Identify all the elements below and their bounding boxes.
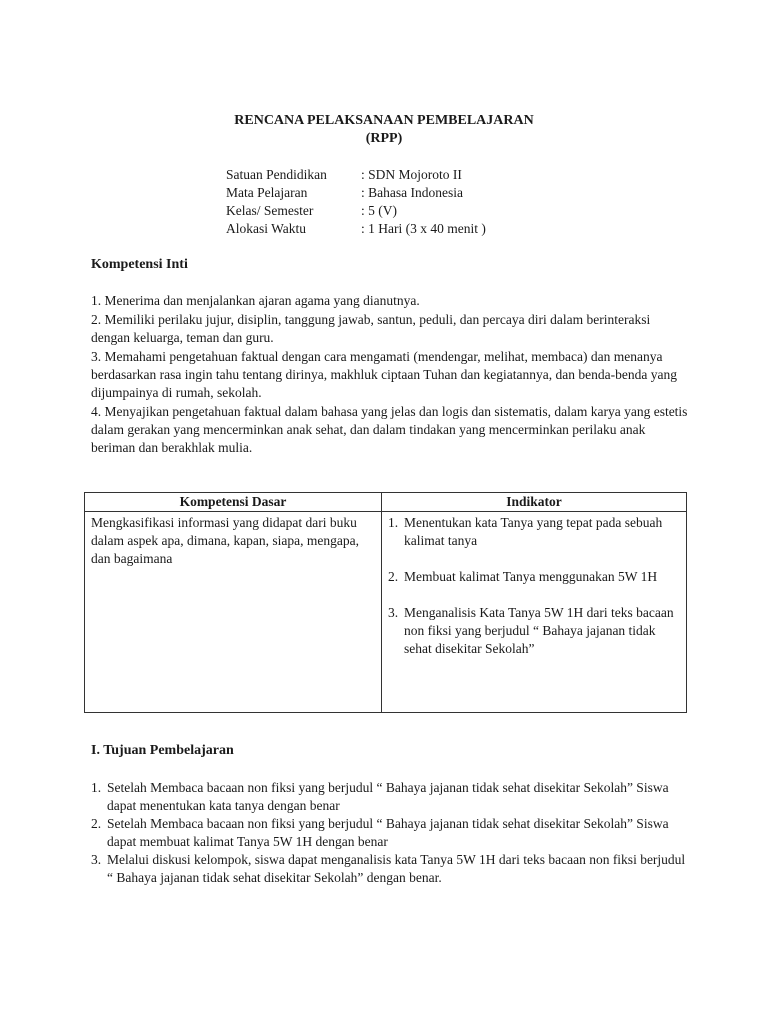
- list-item: 3. Memahami pengetahuan faktual dengan cara mengamati (mendengar, melihat, membaca) dan menanya berdasarkan rasa ingin tahu tentang dirinya, makhluk ciptaan Tuhan dan kegiatannya, dan benda-benda yang dijumpainya di rumah, sekolah.: [91, 349, 677, 400]
- info-value: : 1 Hari (3 x 40 menit ): [361, 221, 486, 236]
- list-item: 4. Menyajikan pengetahuan faktual dalam bahasa yang jelas dan logis dan sistematis, dalam karya yang estetis dalam gerakan yang mencerminkan anak sehat, dan dalam tindakan yang mencerminkan perilaku anak beriman dan berakhlak mulia.: [91, 404, 688, 455]
- item-number: 3.: [388, 605, 399, 620]
- info-value: : Bahasa Indonesia: [361, 185, 463, 200]
- indikator-item: [388, 568, 680, 586]
- item-text: Membuat kalimat Tanya menggunakan 5W 1H: [404, 569, 658, 584]
- item-number: 1.: [91, 780, 102, 795]
- list-item: 2. Memiliki perilaku jujur, disiplin, tanggung jawab, santun, peduli, dan percaya diri dalam berinteraksi dengan keluarga, teman dan guru.: [91, 312, 651, 345]
- kompetensi-indikator-table: [84, 492, 687, 713]
- info-label: Satuan Pendidikan: [226, 167, 327, 182]
- kompetensi-dasar-cell: Mengkasifikasi informasi yang didapat dari buku dalam aspek apa, dimana, kapan, siapa, mengapa, dan bagaimana: [85, 512, 382, 713]
- item-number: 2.: [388, 569, 399, 584]
- list-item: [91, 779, 691, 815]
- indikator-item: [388, 514, 680, 550]
- info-value: : SDN Mojoroto II: [361, 167, 462, 182]
- info-row-mapel: [226, 184, 486, 202]
- item-number: 3.: [91, 852, 102, 867]
- info-row-kelas: [226, 202, 486, 220]
- item-text: Setelah Membaca bacaan non fiksi yang berjudul “ Bahaya jajanan tidak sehat disekitar Sekolah” Siswa dapat menentukan kata tanya dengan benar: [107, 780, 669, 813]
- item-number: 2.: [91, 816, 102, 831]
- document-subtitle: (RPP): [365, 131, 403, 146]
- info-value: : 5 (V): [361, 203, 397, 218]
- list-item: 1. Menerima dan menjalankan ajaran agama yang dianutnya.: [91, 293, 420, 308]
- indikator-cell: [382, 512, 687, 713]
- document-title: RENCANA PELAKSANAAN PEMBELAJARAN: [234, 113, 534, 128]
- info-label: Mata Pelajaran: [226, 185, 308, 200]
- tujuan-heading: I. Tujuan Pembelajaran: [91, 743, 234, 758]
- info-row-satuan: [226, 166, 486, 184]
- info-label: Kelas/ Semester: [226, 203, 314, 218]
- kompetensi-inti-list: [91, 292, 691, 458]
- info-row-alokasi: [226, 220, 486, 238]
- table-header-kompetensi-dasar: Kompetensi Dasar: [85, 493, 382, 512]
- table-header-row: [85, 493, 687, 512]
- table-header-indikator: Indikator: [382, 493, 687, 512]
- indikator-item: [388, 604, 680, 658]
- list-item: [91, 851, 691, 887]
- info-label: Alokasi Waktu: [226, 221, 307, 236]
- kompetensi-inti-heading: Kompetensi Inti: [91, 257, 188, 272]
- list-item: [91, 815, 691, 851]
- identity-block: [226, 166, 486, 238]
- item-text: Melalui diskusi kelompok, siswa dapat menganalisis kata Tanya 5W 1H dari teks bacaan non fiksi berjudul “ Bahaya jajanan tidak sehat disekitar Sekolah” dengan benar.: [107, 852, 686, 885]
- item-number: 1.: [388, 515, 399, 530]
- tujuan-list: [91, 779, 691, 887]
- table-row: [85, 512, 687, 713]
- item-text: Menganalisis Kata Tanya 5W 1H dari teks bacaan non fiksi yang berjudul “ Bahaya jajanan tidak sehat disekitar Sekolah”: [404, 605, 674, 656]
- item-text: Setelah Membaca bacaan non fiksi yang berjudul “ Bahaya jajanan tidak sehat disekitar Sekolah” Siswa dapat membuat kalimat Tanya 5W 1H dengan benar: [107, 816, 669, 849]
- item-text: Menentukan kata Tanya yang tepat pada sebuah kalimat tanya: [404, 515, 663, 548]
